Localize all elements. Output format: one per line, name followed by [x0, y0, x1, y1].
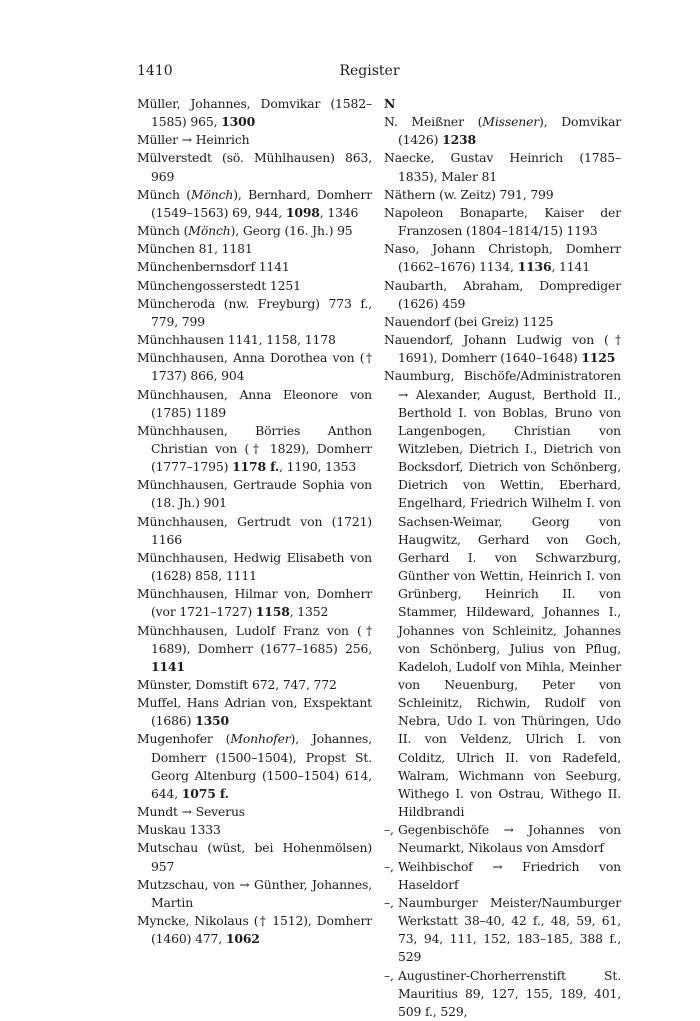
- index-entry: Münchhausen 1141, 1158, 1178: [137, 332, 336, 348]
- bold-page-ref: 1158: [255, 604, 290, 620]
- index-entry: Myncke, Nikolaus († 1512), Domherr (1460) 477, 1062: [137, 913, 372, 947]
- index-subentry: –, Naumburger Meister/Naumburger Werkstatt 38–40, 42 f., 48, 59, 61, 73, 94, 111, 152, 183–185, 388 f., 529: [384, 894, 621, 965]
- index-entry: Münchenbernsdorf 1141: [137, 259, 290, 275]
- index-entry: Münch (Mönch), Georg (16. Jh.) 95: [137, 223, 353, 239]
- index-entry: Münchengosserstedt 1251: [137, 277, 301, 293]
- index-column-right: [384, 95, 621, 1021]
- index-entry: Münchhausen, Gertrudt von (1721) 1166: [137, 513, 372, 547]
- index-entry: Mugenhofer (Monhofer), Johannes, Domherr (1500–1504), Propst St. Georg Altenburg (1500–1504) 614, 644, 1075 f.: [137, 731, 372, 801]
- index-entry: Münchhausen, Hedwig Elisabeth von (1628) 858, 1111: [137, 549, 372, 584]
- letter-heading: N: [384, 96, 396, 111]
- section-title: Register: [339, 63, 400, 79]
- page-number: 1410: [137, 63, 173, 79]
- name-variant: Mönch: [188, 223, 231, 239]
- bold-page-ref: 1178 f.: [232, 459, 280, 475]
- index-entry: Naumburg, Bischöfe/Administratoren → Alexander, August, Berthold II., Berthold I. von Boblas, Bruno von Langenbogen, Christian von Witzleben, Dietrich I., Dietrich von Bocksdorf, Dietrich von Schönberg, Dietrich von Wettin, Eberhard, Engelhard, Friedrich Wilhelm I. von Sachsen-Weimar, Georg von Haugwitz, Gerhard von Goch, Gerhard I. von Schwarzburg, Günther von Wettin, Heinrich I. von Grünberg, Heinrich II. von Stammer, Hildeward, Johannes I., Johannes von Schleinitz, Johannes von Schönberg, Julius von Pflug, Kadeloh, Ludolf von Mihla, Meinher von Neuenburg, Peter von Schleinitz, Richwin, Rudolf von Nebra, Udo I. von Thüringen, Udo II. von Veldenz, Ulrich I. von Colditz, Ulrich II. von Radefeld, Walram, Wichmann von Seeburg, Withego I. von Ostrau, Withego II. Hildbrandi: [384, 368, 621, 820]
- index-entry: Münchhausen, Gertraude Sophia von (18. Jh.) 901: [137, 477, 372, 511]
- name-variant: Mönch: [190, 186, 234, 202]
- index-entry: Müller, Johannes, Domvikar (1582–1585) 965, 1300: [137, 96, 372, 130]
- index-entry: Mundt → Severus: [137, 804, 245, 820]
- bold-page-ref: 1350: [195, 713, 229, 729]
- bold-page-ref: 1098: [285, 204, 320, 220]
- subentry-marker: –,: [384, 822, 394, 838]
- bold-page-ref: 1238: [442, 132, 476, 148]
- index-entry: Mutzschau, von → Günther, Johannes, Martin: [137, 876, 372, 910]
- index-subentry: –, Augustiner-Chorherrenstift St. Mauritius 89, 127, 155, 189, 401, 509 f., 529,: [384, 967, 621, 1019]
- index-entry: Mutschau (wüst, bei Hohenmölsen) 957: [137, 840, 372, 874]
- index-entry: Müller → Heinrich: [137, 132, 250, 148]
- subentry-marker: –,: [384, 858, 394, 874]
- index-entry: Münchhausen, Anna Dorothea von († 1737) 866, 904: [137, 350, 372, 384]
- index-entry: Muskau 1333: [137, 822, 221, 838]
- index-entry: Naso, Johann Christoph, Domherr (1662–1676) 1134, 1136, 1141: [384, 241, 621, 275]
- bold-page-ref: 1136: [517, 259, 552, 275]
- index-entry: Nauendorf, Johann Ludwig von († 1691), Domherr (1640–1648) 1125: [384, 332, 621, 366]
- name-variant: Missener: [482, 114, 540, 130]
- bold-page-ref: 1125: [581, 350, 616, 366]
- bold-page-ref: 1062: [225, 931, 260, 947]
- index-subentry: –, Gegenbischöfe → Johannes von Neumarkt, Nikolaus von Amsdorf: [384, 822, 621, 856]
- index-subentry: –, Weihbischof → Friedrich von Haseldorf: [384, 858, 621, 892]
- index-entry: Naubarth, Abraham, Domprediger (1626) 459: [384, 277, 621, 311]
- index-entry: Münchhausen, Anna Eleonore von (1785) 1189: [137, 386, 372, 420]
- index-entry: Münch (Mönch), Bernhard, Domherr (1549–1563) 69, 944, 1098, 1346: [137, 186, 372, 220]
- index-entry: Müncheroda (nw. Freyburg) 773 f., 779, 799: [137, 295, 372, 329]
- index-column-left: [137, 95, 372, 948]
- index-entry: Mülverstedt (sö. Mühlhausen) 863, 969: [137, 150, 372, 184]
- index-entry: München 81, 1181: [137, 241, 253, 257]
- subentry-marker: –,: [384, 894, 394, 910]
- index-entry: N. Meißner (Missener), Domvikar (1426) 1238: [384, 114, 621, 148]
- bold-page-ref: 1075 f.: [181, 785, 229, 801]
- bold-page-ref: 1300: [221, 114, 256, 130]
- index-entry: Münchhausen, Börries Anthon Christian von († 1829), Domherr (1777–1795) 1178 f., 1190, 1353: [137, 422, 372, 475]
- index-entry: Napoleon Bonaparte, Kaiser der Franzosen (1804–1814/15) 1193: [384, 204, 621, 239]
- index-entry: Nauendorf (bei Greiz) 1125: [384, 313, 554, 329]
- subentry-marker: –,: [384, 967, 394, 983]
- index-entry: Münchhausen, Hilmar von, Domherr (vor 1721–1727) 1158, 1352: [137, 586, 372, 620]
- name-variant: Monhofer: [230, 731, 291, 747]
- index-entry: Muffel, Hans Adrian von, Exspektant (1686) 1350: [137, 695, 372, 729]
- index-entry: Näthern (w. Zeitz) 791, 799: [384, 186, 554, 202]
- index-entry: Münster, Domstift 672, 747, 772: [137, 677, 337, 692]
- bold-page-ref: 1141: [151, 658, 185, 674]
- index-entry: Naecke, Gustav Heinrich (1785–1835), Maler 81: [384, 150, 621, 184]
- index-entry: Münchhausen, Ludolf Franz von († 1689), Domherr (1677–1685) 256, 1141: [137, 622, 372, 674]
- running-head: [137, 60, 602, 82]
